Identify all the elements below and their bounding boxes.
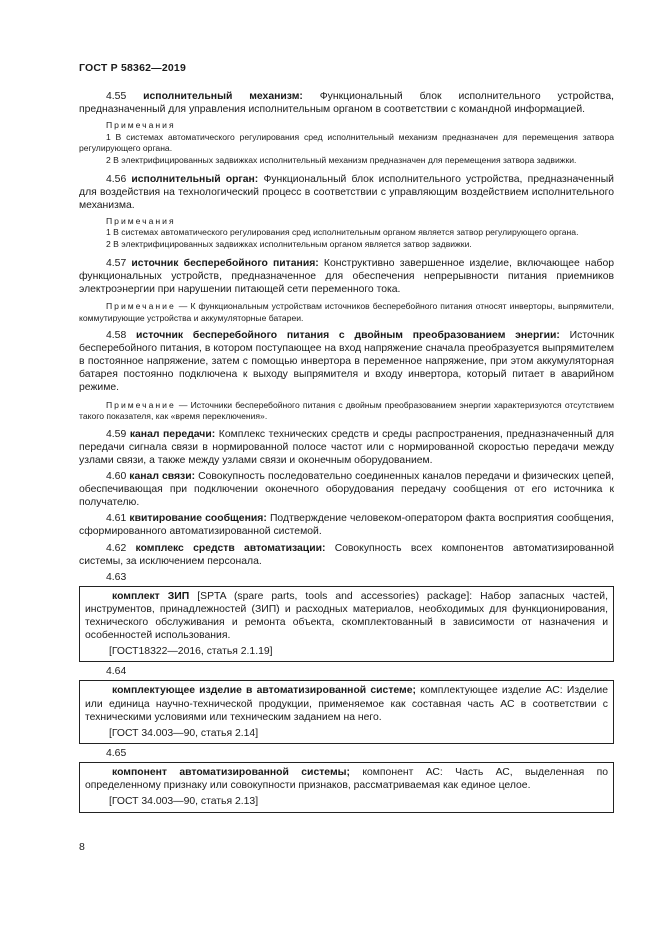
note-label: Примечание (106, 399, 176, 410)
entry-4-62 (79, 542, 614, 568)
notes-4-55 (79, 120, 614, 166)
entry-term: источник бесперебойного питания: (131, 257, 319, 269)
entry-definition: Подтверждение человеком-оператором факта восприятия сообщения, сформированного автоматизированной системой. (79, 513, 614, 538)
document-body (79, 90, 614, 816)
entry-number-4-65: 4.65 (106, 748, 127, 760)
entry-term: канал передачи: (129, 428, 216, 440)
entry-term: комплектующее изделие в автоматизированной системе; (112, 685, 416, 697)
entry-number: 4.62 (106, 542, 127, 554)
notes-title: Примечания (106, 120, 176, 131)
entry-term: канал связи: (129, 471, 196, 483)
entry-definition: [SPTA (spare parts, tools and accessories) package]: Набор запасных частей, инструментов, принадлежностей (ЗИП) и расходных материалов, необходимых для функционирования, технического обслуживания и ремонта объекта, скомплектованный в зависимости от назначения и особенностей использования. (85, 590, 608, 641)
entry-4-59 (79, 428, 614, 467)
entry-definition: Источник бесперебойного питания, в котором поступающее на вход напряжение сначала преобразуется выпрямителем в постоянное напряжение, затем с помощью инвертора в переменное напряжение, при этом аккумуляторная батарея постоянно подключена к выходу выпрямителя и входу инвертора, который питает в аварийном режиме. (79, 330, 615, 394)
entry-term: комплект ЗИП (112, 590, 190, 602)
page-number: 8 (79, 841, 85, 853)
entry-term: исполнительный механизм: (143, 91, 303, 102)
entry-definition: Комплекс технических средств и среды распространения, предназначенный для передачи сигнала связи в нормированной полосе частот или с нормированной скоростью передачи между узлами связи, а также между узлами связи и оконечным оборудованием. (79, 428, 615, 466)
entry-definition: Совокупность последовательно соединенных каналов передачи и физических цепей, обеспечивающая при подключении оконечного оборудования передачу сообщения от его источника к получателю. (79, 471, 614, 509)
entry-4-58 (79, 329, 614, 394)
entry-4-56 (79, 173, 614, 212)
note-text: К функциональным устройствам источников бесперебойного питания относят инверторы, выпрямители, коммутирующие устройства и аккумуляторные батареи. (79, 300, 614, 323)
entry-term: квитирование сообщения: (129, 513, 267, 525)
entry-4-61 (79, 512, 614, 538)
note-dash: — (175, 300, 191, 311)
entry-definition: Конструктивно завершенное изделие, включающее набор функциональных устройств, предназначенное для обеспечения непрерывности питания приемников электроэнергии при нарушении питающей сети переменного тока. (79, 257, 615, 295)
entry-term: исполнительный орган: (131, 173, 259, 185)
note-4-57 (79, 301, 614, 324)
entry-4-63 (85, 590, 608, 642)
entry-number-4-63: 4.63 (106, 571, 127, 583)
entry-4-65-box (79, 762, 614, 813)
entry-4-57 (79, 257, 614, 296)
entry-term: источник бесперебойного питания с двойным преобразованием энергии: (136, 330, 560, 342)
entry-definition: комплектующее изделие АС: Изделие или единица научно-технической продукции, применяемое как составная часть АС в соответствии с техническими условиями или техническим заданием на него. (85, 685, 609, 723)
entry-term: компонент автоматизированной системы; (112, 767, 350, 779)
entry-4-60 (79, 470, 614, 509)
entry-definition: Функциональный блок исполнительного устройства, предназначенный для воздействия на технологический процесс в соответствии с управляющим воздействием исполнительного механизма. (79, 173, 614, 211)
note-dash: — (175, 399, 191, 410)
entry-number: 4.58 (106, 330, 127, 342)
entry-number: 4.56 (106, 173, 127, 185)
note-2: 2 В электрифицированных задвижках исполнительный механизм предназначен для перемещения затвора задвижки. (106, 154, 577, 165)
page-header-standard: ГОСТ Р 58362—2019 (79, 62, 187, 74)
entry-source: [ГОСТ18322—2016, статья 2.1.19] (109, 646, 273, 658)
entry-definition: компонент АС: Часть АС, выделенная по определенному признаку или совокупности признаков, рассматриваемая как единое целое. (85, 767, 609, 792)
note-4-58 (79, 400, 614, 423)
entry-number-4-64: 4.64 (106, 666, 127, 678)
entry-4-64-box (79, 680, 614, 744)
entry-number: 4.55 (106, 91, 127, 102)
entry-4-64 (85, 684, 608, 723)
note-text: Источники бесперебойного питания с двойным преобразованием энергии характеризуются отсутствием такого показателя, как «время переключения». (79, 399, 614, 422)
note-2: 2 В электрифицированных задвижках исполнительным органом является затвор задвижки. (106, 239, 472, 250)
note-label: Примечание (106, 300, 176, 311)
entry-4-55 (79, 90, 614, 116)
note-1: 1 В системах автоматического регулирования сред исполнительный механизм предназначен для перемещения затвора регулирующего органа. (79, 131, 614, 154)
entry-definition: Функциональный блок исполнительного устройства, предназначенный для управления исполнительным органом в соответствии с командной информацией. (79, 91, 614, 116)
entry-4-63-box (79, 586, 614, 663)
entry-number: 4.60 (106, 471, 127, 483)
note-1: 1 В системах автоматического регулирования сред исполнительным органом является затвор регулирующего органа. (106, 227, 579, 238)
entry-source: [ГОСТ 34.003—90, статья 2.14] (109, 727, 259, 739)
entry-4-65 (85, 766, 608, 792)
entry-number: 4.61 (106, 513, 127, 525)
notes-4-56 (79, 216, 614, 251)
notes-title: Примечания (106, 215, 176, 226)
entry-number: 4.59 (106, 428, 127, 440)
entry-definition: Совокупность всех компонентов автоматизированной системы, за исключением персонала. (79, 542, 615, 567)
entry-term: комплекс средств автоматизации: (135, 542, 326, 554)
entry-source: [ГОСТ 34.003—90, статья 2.13] (109, 796, 259, 808)
entry-number: 4.57 (106, 257, 127, 269)
